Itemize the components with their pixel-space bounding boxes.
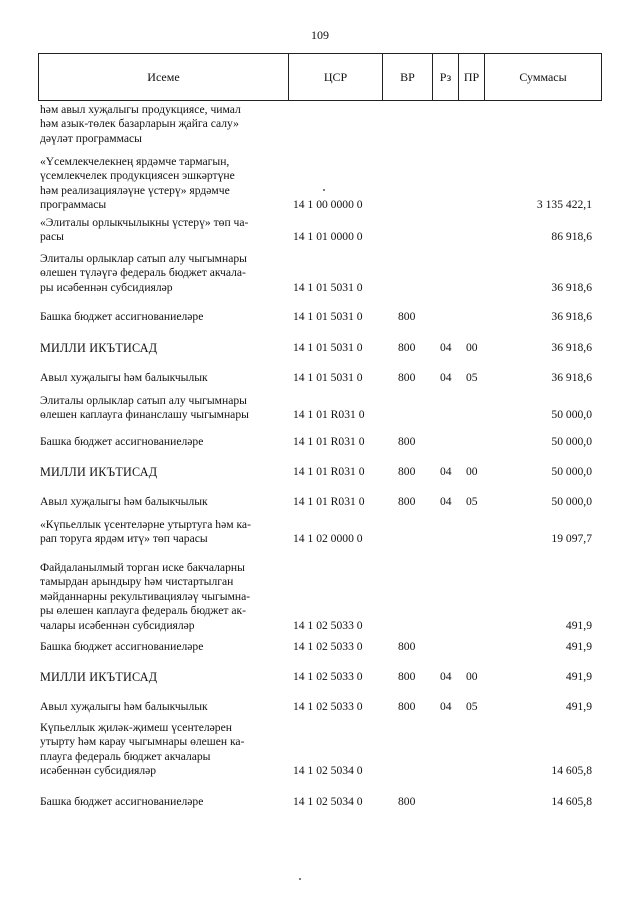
- row-csr: 14 1 02 0000 0: [293, 532, 363, 546]
- row-csr: 14 1 01 R031 0: [293, 435, 365, 448]
- row-pr: 05: [466, 371, 478, 384]
- row-sum: 36 918,6: [551, 371, 592, 384]
- row-csr: 14 1 01 5031 0: [293, 310, 363, 323]
- row-name: [40, 216, 280, 245]
- row-sum: 36 918,6: [551, 310, 592, 323]
- row-name-line: рап торуга ярдәм итү» төп чарасы: [40, 532, 208, 546]
- row-vr: 800: [398, 670, 416, 683]
- row-name-line: плауга федераль бюджет акчалары: [40, 749, 211, 763]
- row-csr: 14 1 01 5031 0: [293, 371, 363, 384]
- row-name-line: мәйданнарны рекультивацияләү чыгымна-: [40, 589, 251, 603]
- row-name-line: һәм азык-төлек базарларын җайга салу»: [40, 117, 239, 131]
- row-rz: 04: [440, 495, 452, 508]
- row-name: [40, 435, 280, 449]
- row-sum: 491,9: [565, 670, 592, 683]
- row-sum: 491,9: [565, 700, 592, 713]
- row-vr: 800: [398, 700, 416, 713]
- row-sum: 14 605,8: [551, 764, 592, 778]
- header-pr: ПР: [459, 54, 485, 100]
- row-name-line: «Күпьеллык үсентеләрне утыртуга һәм ка-: [40, 518, 251, 531]
- row-name: [40, 155, 280, 213]
- row-name-line: Күпьеллык җиләк-җимеш үсентеләрен: [40, 721, 232, 734]
- row-name-line: Башка бюджет ассигнованиеләре: [40, 640, 204, 653]
- row-name: [40, 640, 280, 654]
- row-name-line: «Элиталы орлыкчылыкны үстерү» төп ча-: [40, 216, 249, 229]
- row-csr: 14 1 02 5034 0: [293, 795, 363, 808]
- row-name-line: өлешен каплауга финанслашу чыгымнары: [40, 408, 249, 422]
- row-vr: 800: [398, 341, 416, 354]
- row-rz: 04: [440, 341, 452, 354]
- row-vr: 800: [398, 465, 416, 478]
- row-csr: 14 1 01 R031 0: [293, 495, 365, 508]
- row-name: [40, 103, 280, 146]
- row-pr: 00: [466, 341, 478, 354]
- row-name: [40, 561, 280, 633]
- row-csr: 14 1 00 0000 0: [293, 198, 363, 212]
- row-name-line: Элиталы орлыклар сатып алу чыгымнары: [40, 394, 247, 407]
- row-csr: 14 1 02 5033 0: [293, 700, 363, 713]
- row-vr: 800: [398, 371, 416, 384]
- header-name: Исеме: [39, 54, 289, 100]
- row-vr: 800: [398, 310, 416, 323]
- row-name-line: расы: [40, 230, 64, 244]
- row-sum: 14 605,8: [551, 795, 592, 808]
- row-name-line: «Үсемлекчелекнең ярдәмче тармагын,: [40, 155, 230, 168]
- row-sum: 50 000,0: [551, 465, 592, 478]
- row-name-line: ры исәбеннән субсидияләр: [40, 280, 173, 294]
- row-pr: 05: [466, 495, 478, 508]
- row-vr: 800: [398, 435, 416, 448]
- row-name-line: өлешен түләүгә федераль бюджет акчала-: [40, 266, 246, 280]
- row-name: [40, 795, 280, 809]
- row-csr: 14 1 01 R031 0: [293, 408, 365, 422]
- row-name-line: чалары исәбеннән субсидияләр: [40, 618, 195, 632]
- row-name: [40, 310, 280, 324]
- row-name-line: дәүләт программасы: [40, 131, 142, 145]
- row-csr: 14 1 02 5033 0: [293, 670, 363, 683]
- row-rz: 04: [440, 371, 452, 384]
- row-sum: 36 918,6: [551, 341, 592, 354]
- row-name: [40, 341, 280, 355]
- row-sum: 491,9: [565, 618, 592, 632]
- row-name-line: Элиталы орлыклар сатып алу чыгымнары: [40, 252, 247, 265]
- header-vr: ВР: [383, 54, 433, 100]
- row-sum: 491,9: [565, 640, 592, 653]
- row-name: [40, 700, 280, 714]
- row-rz: 04: [440, 700, 452, 713]
- row-name-line: тамырдан арындыру һәм чистартылган: [40, 575, 234, 589]
- row-csr: 14 1 02 5034 0: [293, 764, 363, 778]
- row-csr: 14 1 02 5033 0: [293, 640, 363, 653]
- scan-speck: [299, 878, 301, 880]
- row-sum: 50 000,0: [551, 435, 592, 448]
- row-name-line: һәм авыл хуҗалыгы продукциясе, чимал: [40, 103, 241, 116]
- page-number: 109: [311, 28, 329, 42]
- row-name-line: Авыл хуҗалыгы һәм балыкчылык: [40, 700, 208, 713]
- row-name-line: ры өлешен каплауга федераль бюджет ак-: [40, 604, 247, 618]
- row-pr: 05: [466, 700, 478, 713]
- row-name: [40, 670, 280, 684]
- row-sum: 50 000,0: [551, 495, 592, 508]
- header-rz: Рз: [433, 54, 459, 100]
- header-csr: ЦСР: [289, 54, 383, 100]
- row-name: [40, 495, 280, 509]
- row-name-line: Башка бюджет ассигнованиеләре: [40, 795, 204, 808]
- row-csr: 14 1 02 5033 0: [293, 618, 363, 632]
- row-vr: 800: [398, 495, 416, 508]
- row-name-line: Башка бюджет ассигнованиеләре: [40, 435, 204, 448]
- row-csr: 14 1 01 R031 0: [293, 465, 365, 478]
- row-name: [40, 721, 280, 779]
- row-name-line: МИЛЛИ ИКЪТИСАД: [40, 465, 158, 479]
- row-name-line: программасы: [40, 198, 107, 212]
- row-name-line: утырту һәм карау чыгымнары өлешен ка-: [40, 735, 245, 749]
- table-header: [38, 53, 602, 101]
- row-name: [40, 465, 280, 479]
- row-name-line: МИЛЛИ ИКЪТИСАД: [40, 341, 158, 355]
- row-name: [40, 394, 280, 423]
- row-sum: 3 135 422,1: [536, 198, 592, 212]
- row-pr: 00: [466, 465, 478, 478]
- row-pr: 00: [466, 670, 478, 683]
- row-name: [40, 252, 280, 295]
- row-csr: 14 1 01 0000 0: [293, 230, 363, 244]
- row-csr: 14 1 01 5031 0: [293, 341, 363, 354]
- row-rz: 04: [440, 670, 452, 683]
- row-name-line: Авыл хуҗалыгы һәм балыкчылык: [40, 495, 208, 508]
- row-name-line: Авыл хуҗалыгы һәм балыкчылык: [40, 371, 208, 384]
- row-name-line: һәм реализацияләүне үстерү» ярдәмче: [40, 183, 230, 197]
- row-name-line: Башка бюджет ассигнованиеләре: [40, 310, 204, 323]
- row-sum: 50 000,0: [551, 408, 592, 422]
- row-sum: 19 097,7: [551, 532, 592, 546]
- row-sum: 36 918,6: [551, 280, 592, 294]
- row-name-line: үсемлекчелек продукциясен эшкәртүне: [40, 169, 235, 183]
- row-name: [40, 518, 280, 547]
- row-sum: 86 918,6: [551, 230, 592, 244]
- header-sum: Суммасы: [519, 69, 567, 84]
- row-vr: 800: [398, 795, 416, 808]
- row-name-line: МИЛЛИ ИКЪТИСАД: [40, 670, 158, 684]
- row-name: [40, 371, 280, 385]
- scan-speck: [323, 189, 325, 191]
- row-csr: 14 1 01 5031 0: [293, 280, 363, 294]
- row-name-line: Файдаланылмый торган иске бакчаларны: [40, 561, 245, 574]
- row-vr: 800: [398, 640, 416, 653]
- row-name-line: исәбеннән субсидияләр: [40, 764, 157, 778]
- row-rz: 04: [440, 465, 452, 478]
